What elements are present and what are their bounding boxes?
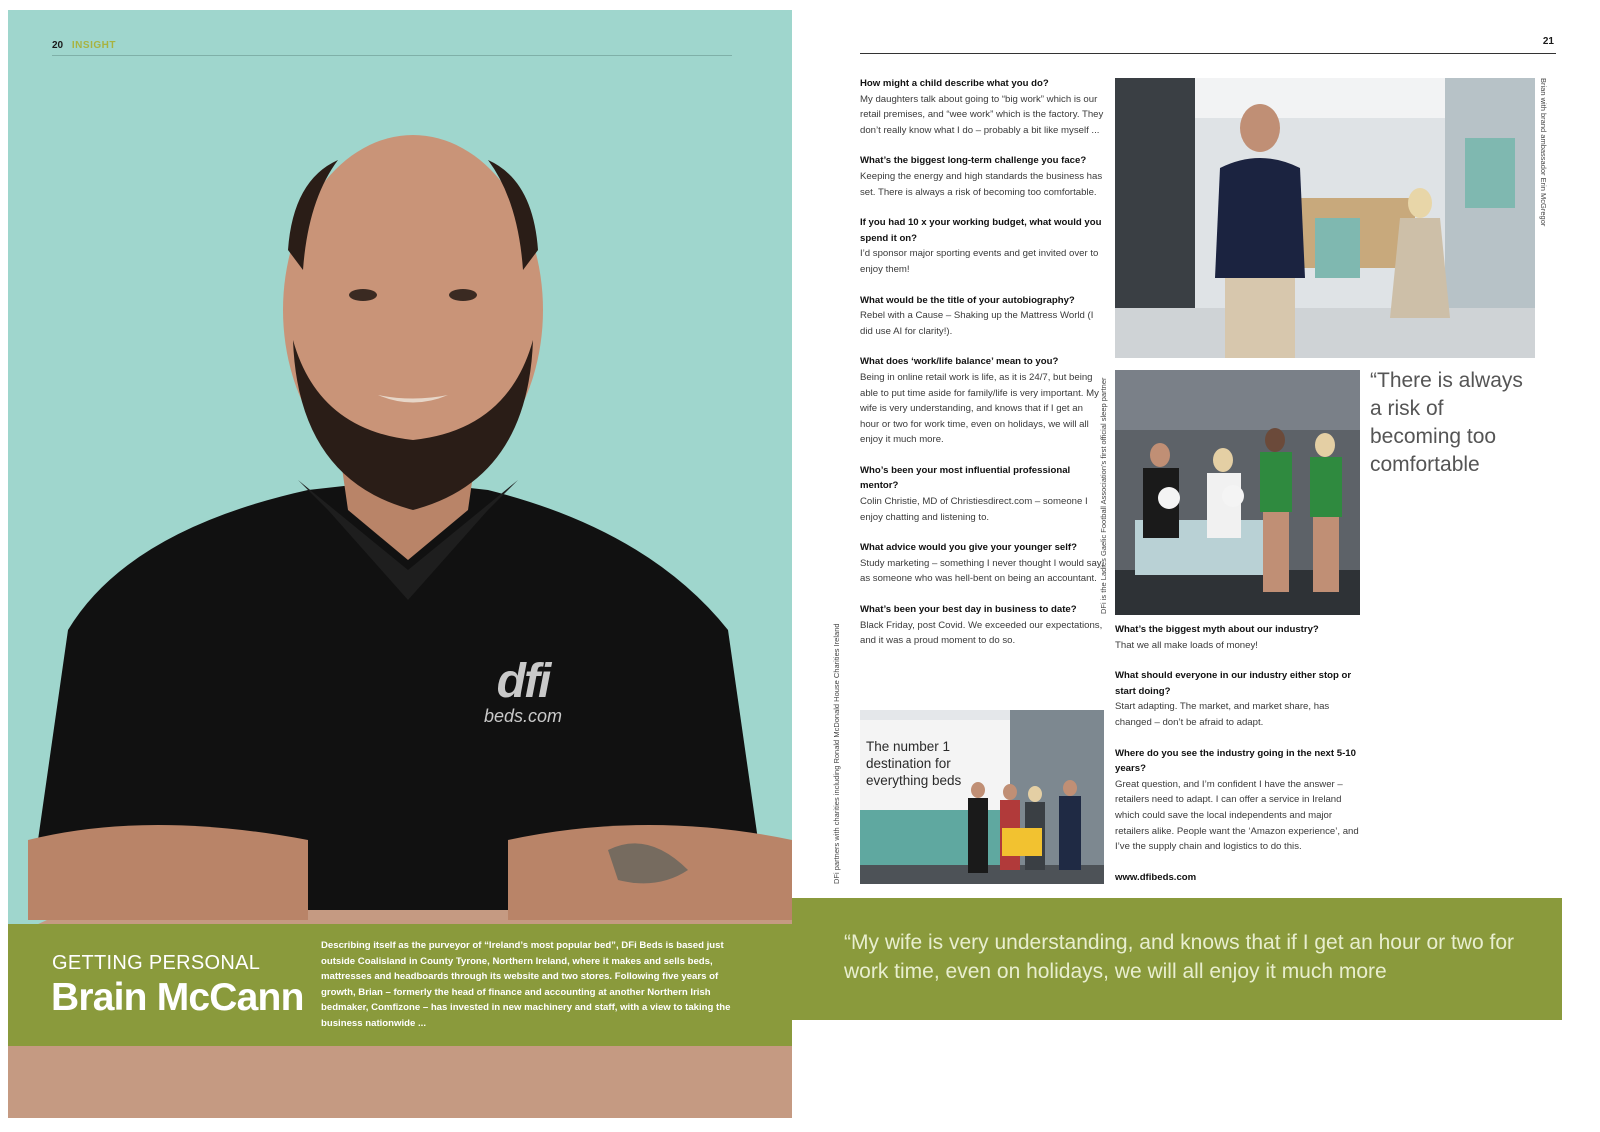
- qa-item: [860, 463, 1104, 525]
- photo-brand-ambassador: [1115, 78, 1535, 358]
- truck-slogan: The number 1 destination for everything beds: [866, 739, 962, 788]
- qa-item: [860, 76, 1104, 138]
- shirt-logo: [463, 655, 583, 726]
- question: If you had 10 x your working budget, what would you spend it on?: [860, 217, 1102, 244]
- feature-title: GETTING PERSONAL: [52, 952, 261, 974]
- answer: Rebel with a Cause – Shaking up the Mattress World (I did use AI for clarity!).: [860, 310, 1094, 337]
- section-label: INSIGHT: [71, 40, 116, 51]
- photo-caption: DFi is the Ladies Gaelic Football Association’s first official sleep partner: [1099, 377, 1108, 614]
- page-header: [52, 40, 732, 56]
- logo-domain: beds.com: [483, 706, 563, 726]
- interviewee-name: Brain McCann: [51, 976, 304, 1019]
- qa-item: [860, 540, 1104, 587]
- answer: Black Friday, post Covid. We exceeded our expectations, and it was a proud moment to do so.: [860, 619, 1103, 647]
- answer: My daughters talk about going to “big work” which is our retail premises, and “wee work” which is the factory. They don’t really know what I do – probably a bit like myself ...: [860, 93, 1104, 136]
- question: Who’s been your most influential professional mentor?: [860, 464, 1071, 492]
- quote-band: [792, 898, 1562, 1020]
- band-quote: “My wife is very understanding, and knows that if I get an hour or two for work time, even on holidays, we will all enjoy it much more: [844, 931, 1514, 983]
- question: What advice would you give your younger self?: [860, 542, 1077, 554]
- photo-caption: DFi partners with charities including Ronald McDonald House Charities Ireland: [832, 623, 841, 884]
- answer: Great question, and I’m confident I have the answer – retailers need to adapt. I can offer a service in Ireland which could save the local independents and major retailers alike. People want the ‘Amazon experience’, and I’ve the supply chain and logistics to do this.: [1115, 778, 1359, 853]
- qa-item: [860, 293, 1104, 340]
- truck-scene: [860, 710, 1104, 884]
- question: Where do you see the industry going in the next 5-10 years?: [1115, 747, 1356, 775]
- question: What’s the biggest long-term challenge you face?: [860, 155, 1087, 167]
- question: What’s been your best day in business to date?: [860, 604, 1077, 616]
- qa-item: [860, 215, 1104, 277]
- answer: I’d sponsor major sporting events and get invited over to enjoy them!: [860, 248, 1099, 275]
- website-link[interactable]: www.dfibeds.com: [1115, 871, 1197, 883]
- answer: Keeping the energy and high standards the business has set. There is always a risk of becoming too comfortable.: [860, 170, 1103, 198]
- answer: That we all make loads of money!: [1115, 639, 1258, 651]
- intro-band: [8, 924, 792, 1046]
- photo-caption: Brian with brand ambassador Erin McGregor: [1539, 78, 1548, 227]
- question: How might a child describe what you do?: [860, 78, 1049, 89]
- logo-mark: dfi: [496, 655, 550, 708]
- qa-item: [1115, 622, 1360, 653]
- photo-lgfa-partnership: [1115, 370, 1360, 615]
- qa-column-1: [860, 76, 1104, 664]
- question: What would be the title of your autobiography?: [860, 294, 1075, 306]
- answer: Colin Christie, MD of Christiesdirect.com – someone I enjoy chatting and listening to.: [860, 496, 1088, 523]
- page-header: [860, 32, 1556, 54]
- question: What should everyone in our industry either stop or start doing?: [1115, 670, 1352, 697]
- qa-item: [1115, 746, 1360, 855]
- question: What’s the biggest myth about our industry?: [1115, 624, 1319, 635]
- right-page: [808, 10, 1600, 1118]
- page-number: 20: [52, 40, 64, 51]
- answer: Study marketing – something I never thought I would say, as someone who was hell-bent on being an accountant.: [860, 557, 1104, 585]
- question: What does ‘work/life balance’ mean to you?: [860, 356, 1059, 368]
- qa-column-2: [1115, 622, 1360, 885]
- left-page: [8, 10, 792, 1118]
- qa-item: [860, 153, 1104, 200]
- photo-charity-truck: [860, 710, 1104, 884]
- qa-item: [1115, 668, 1360, 730]
- qa-item: [860, 602, 1104, 649]
- answer: Start adapting. The market, and market share, has changed – don’t be afraid to adapt.: [1115, 701, 1330, 728]
- pull-quote: “There is always a risk of becoming too comfortable: [1370, 369, 1523, 476]
- qa-item: [860, 354, 1104, 448]
- answer: Being in online retail work is life, as it is 24/7, but being able to put time aside for family/life is very important. My wife is very understanding, and knows that if I get an hour or two for work time, even on holidays, we will all enjoy it much more.: [860, 371, 1099, 446]
- page-number: 21: [1542, 36, 1554, 47]
- intro-paragraph: Describing itself as the purveyor of “Ireland’s most popular bed”, DFi Beds is based just outside Coalisland in County Tyrone, Northern Ireland, where it makes and sells beds, mattresses and headboards through its website and two stores. Following five years of growth, Brian – formerly the head of finance and accounting at another Northern Irish bedmaker, Comfizone – has invested in new machinery and staff, with a view to taking the business nationwide ...: [321, 940, 731, 1029]
